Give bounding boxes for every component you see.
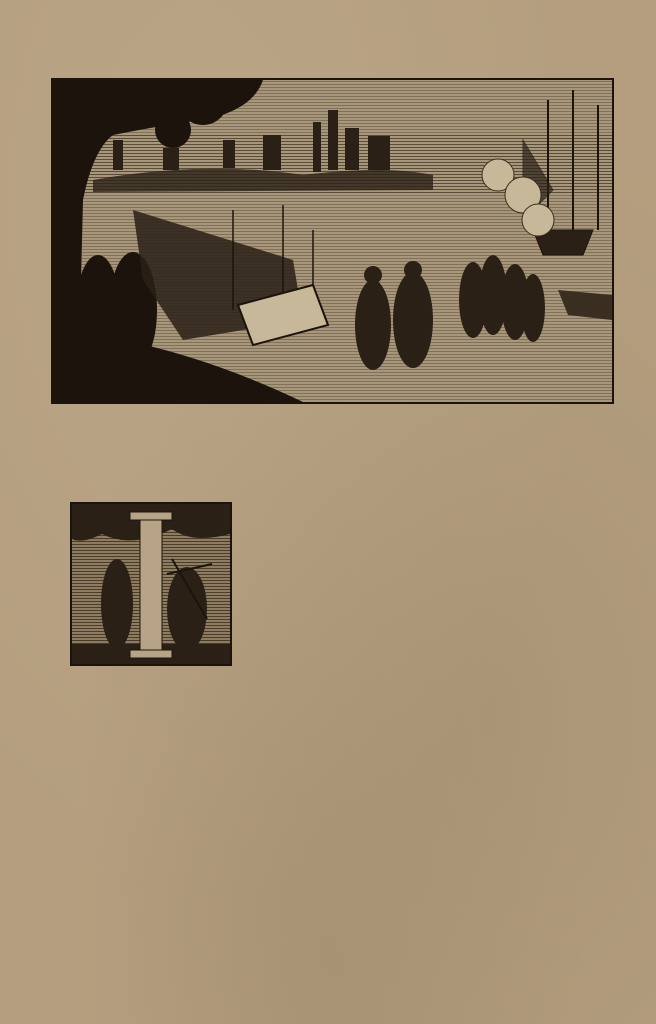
engraving-illustration [51,78,614,404]
ornament-border-top [36,50,618,72]
initial-i-woodcut-icon [72,504,230,664]
ornament-border-bottom [38,411,622,433]
engraving-scene-icon [53,80,612,402]
historiated-initial [70,502,232,666]
